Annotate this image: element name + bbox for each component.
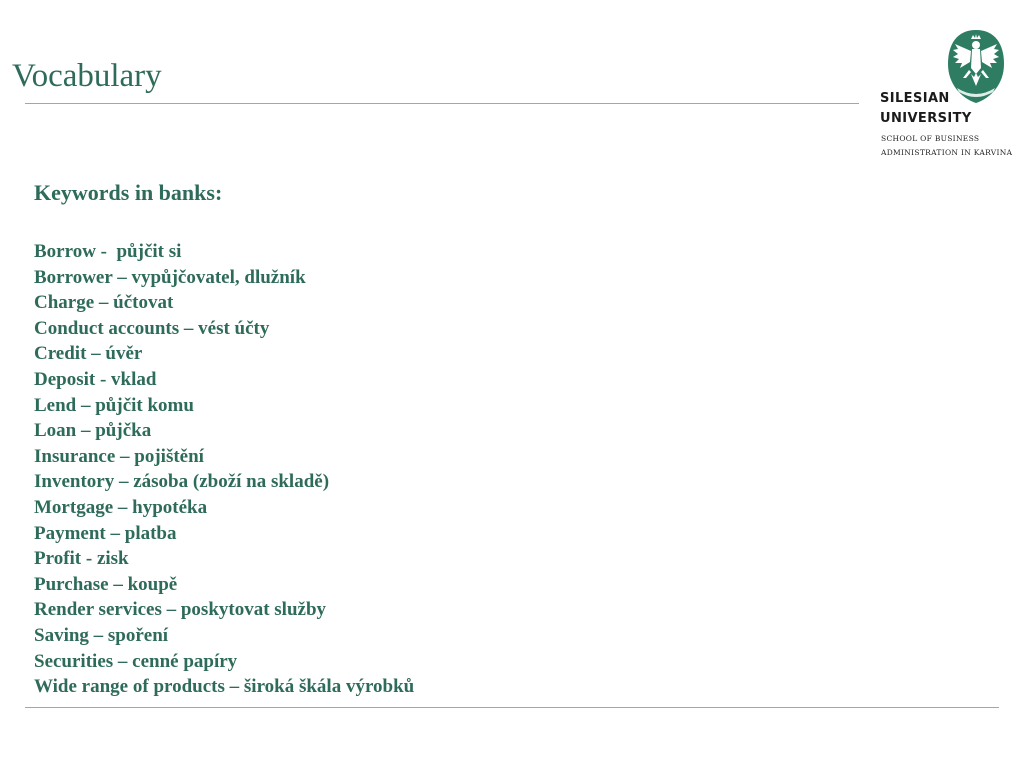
vocabulary-item: Borrow - půjčit si — [34, 241, 182, 262]
vocabulary-item: Render services – poskytovat služby — [34, 599, 327, 621]
logo-school-name-line1: SCHOOL OF BUSINESS — [881, 134, 980, 143]
vocabulary-item: Wide range of products – široká škála výrobků — [34, 676, 415, 698]
vocabulary-item: Purchase – koupě — [34, 573, 178, 595]
vocabulary-item: Borrower – vypůjčovatel, dlužník — [34, 266, 306, 288]
bottom-divider — [25, 707, 999, 708]
section-heading: Keywords in banks: — [34, 180, 223, 205]
vocabulary-item: Credit – úvěr — [34, 343, 143, 365]
logo-school-name-line2: ADMINISTRATION IN KARVINA — [881, 148, 1013, 157]
university-logo — [880, 28, 1020, 163]
vocabulary-item: Charge – účtovat — [34, 292, 174, 314]
vocabulary-item: Lend – půjčit komu — [34, 394, 194, 416]
vocabulary-list — [34, 239, 414, 700]
title-divider — [25, 103, 859, 104]
logo-university-name-line2: UNIVERSITY — [880, 111, 972, 126]
vocabulary-item: Loan – půjčka — [34, 420, 152, 442]
vocabulary-item: Insurance – pojištění — [34, 445, 204, 467]
vocabulary-item: Saving – spoření — [34, 624, 169, 646]
vocabulary-item: Deposit - vklad — [34, 368, 157, 390]
vocabulary-item: Conduct accounts – vést účty — [34, 317, 270, 339]
vocabulary-item: Securities – cenné papíry — [34, 650, 238, 672]
logo-university-name-line1: SILESIAN — [880, 91, 950, 106]
vocabulary-item: Inventory – zásoba (zboží na skladě) — [34, 471, 330, 493]
university-emblem-icon — [947, 28, 1005, 104]
vocabulary-item: Mortgage – hypotéka — [34, 496, 208, 518]
vocabulary-item: Profit - zisk — [34, 548, 129, 570]
vocabulary-item: Payment – platba — [34, 522, 177, 544]
slide-title: Vocabulary — [12, 58, 162, 94]
